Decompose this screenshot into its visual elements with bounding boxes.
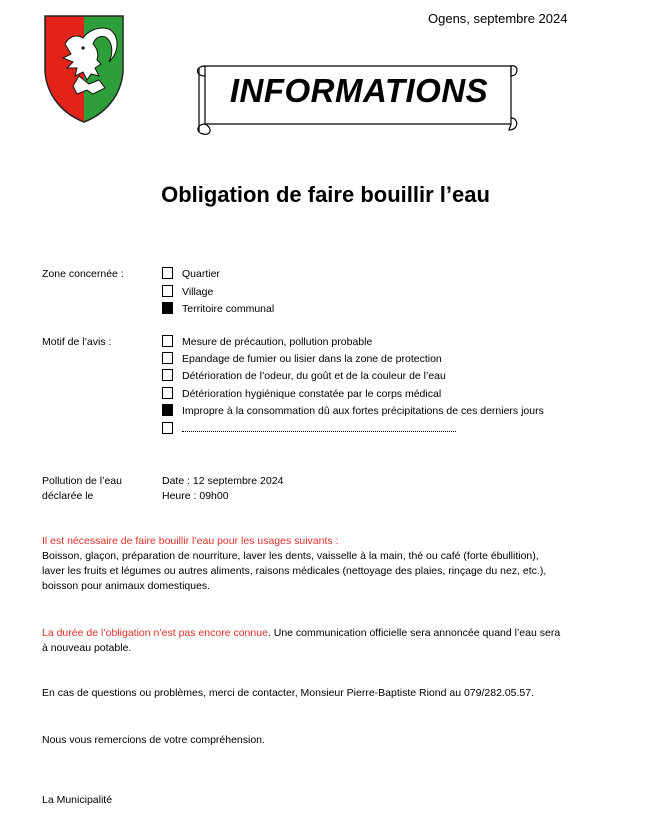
motif-label: Motif de l’avis : (42, 336, 112, 348)
motif-checkbox-epandage[interactable] (162, 352, 173, 364)
duration-rest-text: . Une communication officielle sera annoncée quand l’eau sera (267, 627, 561, 639)
duration-line-2: à nouveau potable. (42, 642, 132, 654)
pollution-label-line1: Pollution de l’eau (42, 475, 122, 487)
pollution-time: Heure : 09h00 (162, 490, 229, 502)
motif-option-odeur: Détérioration de l’odeur, du goût et de la couleur de l’eau (182, 370, 446, 382)
motif-option-impropre: Impropre à la consommation dû aux fortes précipitations de ces derniers jours (182, 405, 544, 417)
motif-checkbox-impropre[interactable] (162, 404, 173, 416)
motif-option-epandage: Epandage de fumier ou lisier dans la zone de protection (182, 353, 442, 365)
banner-title: INFORMATIONS (229, 72, 489, 109)
zone-option-quartier: Quartier (182, 268, 220, 280)
thanks-text: Nous vous remercions de votre compréhension. (42, 734, 265, 746)
duration-red-text: La durée de l’obligation n’est pas encore connue (42, 627, 268, 639)
motif-option-precaution: Mesure de précaution, pollution probable (182, 336, 373, 348)
motif-option-autre-blank[interactable] (182, 421, 456, 432)
coat-of-arms-icon (43, 14, 125, 124)
zone-option-village: Village (182, 286, 214, 298)
zone-checkbox-quartier[interactable] (162, 267, 173, 279)
usages-line-3: boisson pour animaux domestiques. (42, 580, 211, 592)
page-title: Obligation de faire bouillir l’eau (161, 182, 490, 207)
zone-checkbox-territoire[interactable] (162, 302, 173, 314)
zone-option-territoire: Territoire communal (182, 303, 275, 315)
motif-checkbox-odeur[interactable] (162, 369, 173, 381)
usages-line-1: Boisson, glaçon, préparation de nourriture, laver les dents, vaisselle à la main, thé ou café (forte ébullition), (42, 550, 539, 562)
document-date: Ogens, septembre 2024 (428, 11, 568, 26)
contact-text: En cas de questions ou problèmes, merci de contacter, Monsieur Pierre-Baptiste Riond au 079/282.05.57. (42, 687, 535, 699)
pollution-date: Date : 12 septembre 2024 (162, 475, 284, 487)
motif-checkbox-hygienique[interactable] (162, 387, 173, 399)
duration-line-1 (42, 626, 602, 640)
usages-line-2: laver les fruits et légumes ou autres aliments, raisons médicales (nettoyage des plaies, rinçage du nez, etc.), (42, 565, 547, 577)
zone-label: Zone concernée : (42, 268, 124, 280)
signature: La Municipalité (42, 794, 113, 806)
motif-option-hygienique: Détérioration hygiénique constatée par le corps médical (182, 388, 442, 400)
pollution-label-line2: déclarée le (42, 490, 94, 502)
usages-heading: Il est nécessaire de faire bouillir l’eau pour les usages suivants : (42, 535, 339, 547)
motif-checkbox-precaution[interactable] (162, 335, 173, 347)
motif-checkbox-autre[interactable] (162, 422, 173, 434)
zone-checkbox-village[interactable] (162, 285, 173, 297)
